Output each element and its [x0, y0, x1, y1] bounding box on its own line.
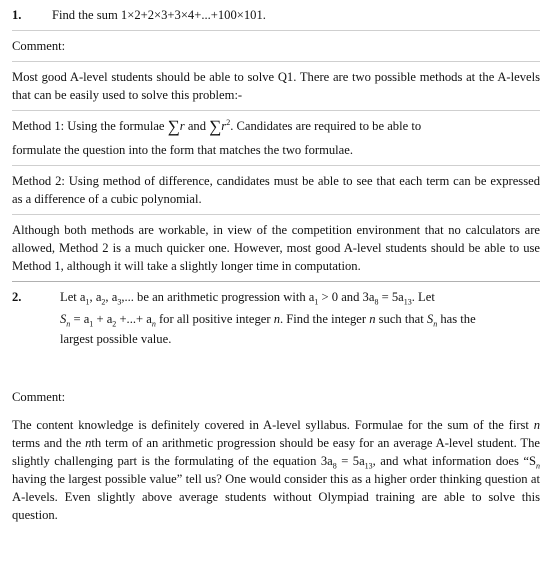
text: = 5a [336, 454, 365, 468]
math-r: r [179, 119, 185, 133]
subscript: n [535, 461, 540, 471]
text: The content knowledge is definitely covered in A-level syllabus. Formulae for the sum of the first [12, 418, 534, 432]
question-2-line-2 [60, 310, 540, 328]
divider [12, 165, 540, 166]
text: = a [70, 312, 90, 326]
question-1 [12, 6, 540, 24]
method-1-line-2: formulate the question into the form that matches the two formulae. [12, 143, 353, 157]
document-page [12, 6, 540, 524]
math-n: n [273, 312, 280, 326]
math-r-squared: r [221, 119, 227, 133]
text: > 0 and 3a [318, 290, 375, 304]
subscript: 3 [117, 297, 122, 307]
subscript: 1 [89, 319, 94, 329]
text: , and what information does “S [372, 454, 536, 468]
math-n: n [369, 312, 376, 326]
divider [12, 214, 540, 215]
comment-paragraph [12, 416, 540, 524]
divider [12, 61, 540, 62]
sigma-symbol: ∑ [209, 117, 222, 136]
text: for all positive integer [155, 312, 274, 326]
divider [12, 110, 540, 111]
divider [12, 30, 540, 31]
method-2-paragraph: Method 2: Using method of difference, candidates must be able to see that each term can be expressed as a difference of a cubic polynomial. [12, 174, 540, 206]
text: , a [105, 290, 118, 304]
comment-heading: Comment: [12, 39, 66, 53]
question-2-line-3: largest possible value. [60, 332, 172, 346]
subscript: n [66, 319, 71, 329]
text: +...+ a [116, 312, 152, 326]
subscript: 13 [364, 461, 373, 471]
text: . Find the integer [280, 312, 370, 326]
subscript: n [151, 319, 156, 329]
question-text [60, 288, 540, 352]
text: having the largest possible value” tell us? One would consider this as a higher order thinking question at A-levels. Even slightly above average students without Olympiad training are able to solve this question. [12, 472, 540, 522]
subscript: 8 [332, 461, 337, 471]
text: Let a [60, 290, 86, 304]
subscript: 8 [374, 297, 379, 307]
text: . Let [411, 290, 435, 304]
text: , a [89, 290, 102, 304]
comment-paragraph: Most good A-level students should be able to solve Q1. There are two possible methods at the A-levels that can be easily used to solve this problem:- [12, 70, 540, 102]
question-2-line-1 [60, 288, 540, 306]
question-2 [12, 288, 540, 352]
superscript-2: 2 [226, 117, 231, 127]
text: = 5a [378, 290, 404, 304]
text: terms and the [12, 436, 86, 450]
subscript: 13 [403, 297, 412, 307]
question-number: 1. [12, 8, 22, 22]
sigma-symbol: ∑ [167, 117, 180, 136]
text: + a [93, 312, 113, 326]
method-1-and: and [184, 119, 210, 133]
math-n: n [533, 418, 540, 432]
math-n: n [85, 436, 92, 450]
math-s: S [60, 312, 67, 326]
text: ,... be an arithmetic progression with a [121, 290, 315, 304]
method-1-suffix: . Candidates are required to be able to [230, 119, 422, 133]
comment-paragraph: Although both methods are workable, in view of the competition environment that no calculators are allowed, Method 2 is a much quicker one. However, most good A-level students should be able to use Method 1, although it will take a slightly longer time in computation. [12, 223, 540, 273]
subscript: 1 [85, 297, 90, 307]
text: has the [437, 312, 476, 326]
method-1-prefix: Method 1: Using the formulae [12, 119, 168, 133]
question-number: 2. [12, 290, 22, 304]
question-text: Find the sum 1×2+2×3+3×4+...+100×101. [52, 8, 266, 22]
subscript: n [433, 319, 438, 329]
text: such that [375, 312, 427, 326]
math-s: S [426, 312, 434, 326]
subscript: 2 [112, 319, 117, 329]
text: th term of an arithmetic progression should be easy for an average A-level student. The slightly challenging part is the formulating of the equation 3a [12, 436, 540, 468]
comment-heading: Comment: [12, 390, 66, 404]
subscript: 2 [101, 297, 106, 307]
method-1-paragraph [12, 117, 540, 159]
divider [12, 281, 540, 282]
subscript: 1 [314, 297, 319, 307]
